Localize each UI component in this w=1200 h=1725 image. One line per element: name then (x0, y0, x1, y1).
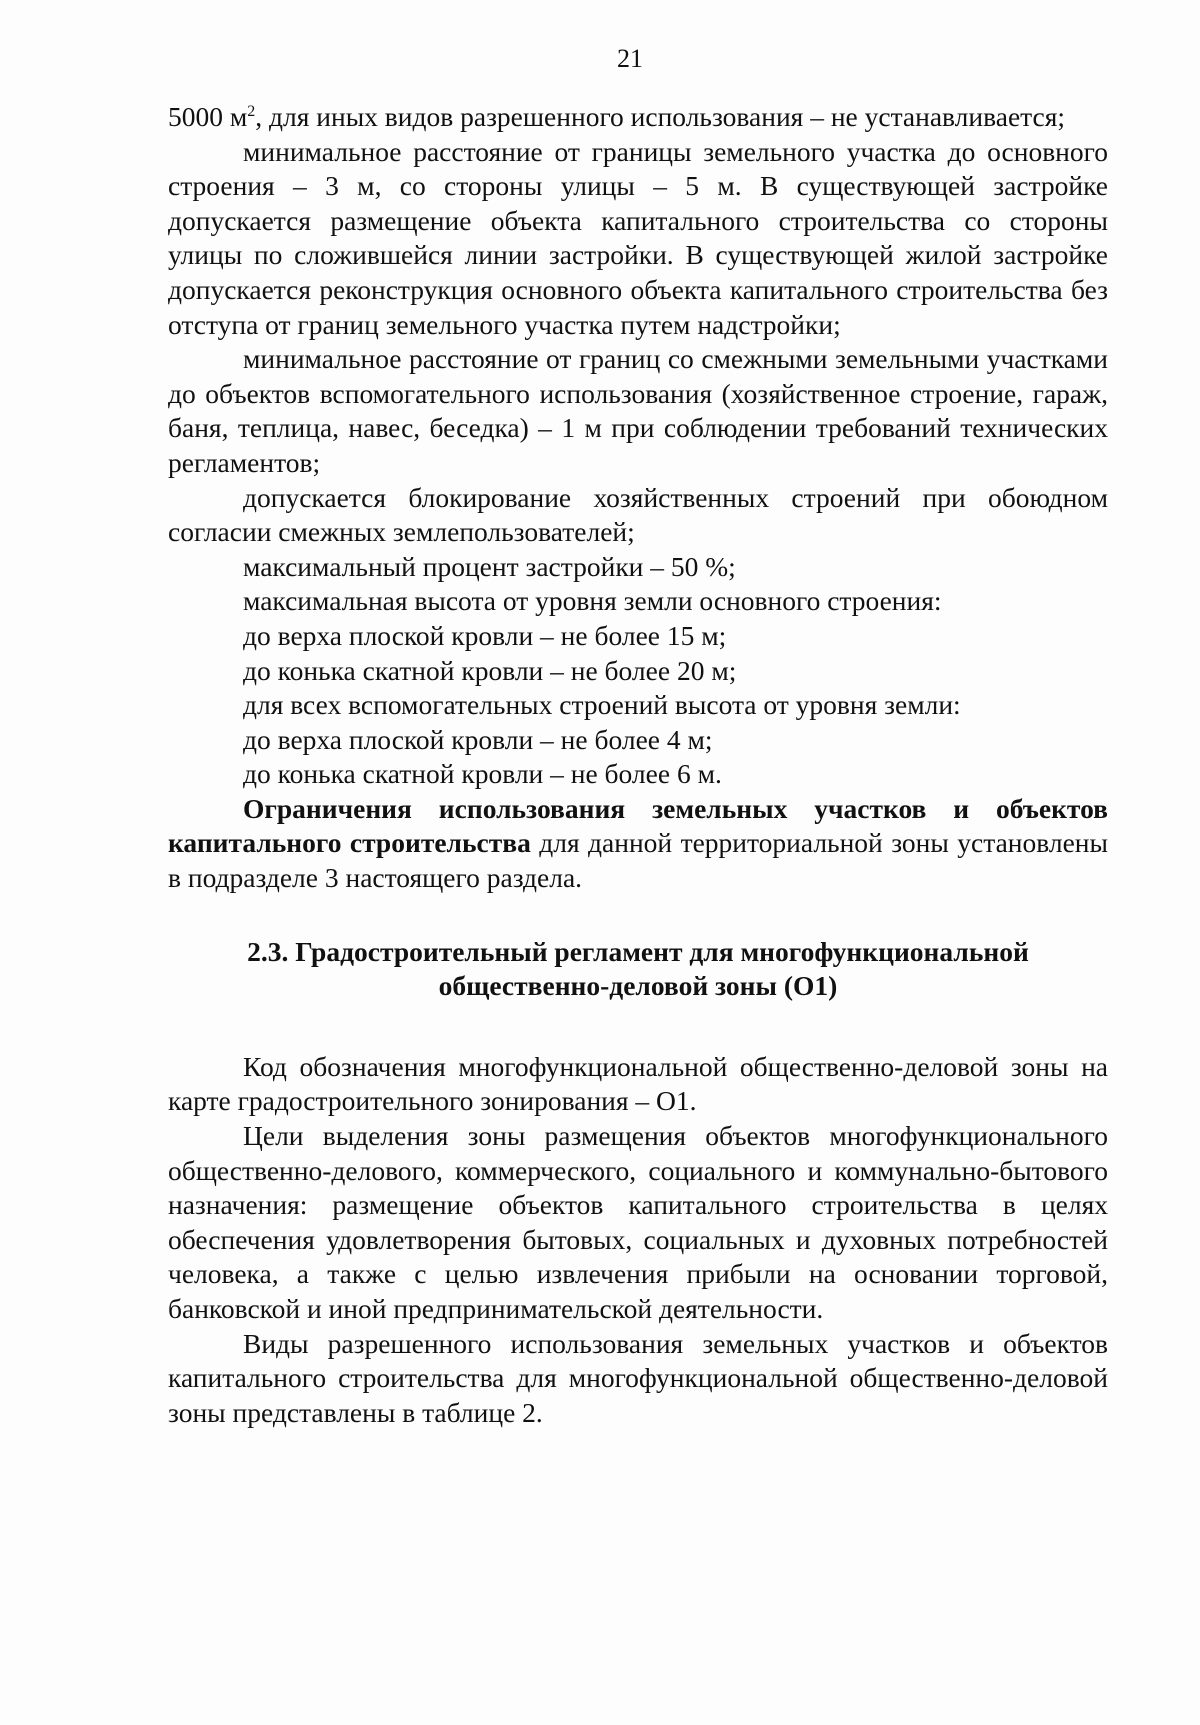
paragraph-min-distance-main: минимальное расстояние от границы земельного участка до основного строения – 3 м, со стороны улицы – 5 м. В существующей застройке допускается размещение объекта капитального строительства со стороны улицы по сложившейся линии застройки. В существующей жилой застройке допускается реконструкция основного объекта капитального строительства без отступа от границ земельного участка путем надстройки; (168, 135, 1108, 340)
paragraph-restrictions (168, 792, 1108, 896)
page-number: 21 (617, 44, 643, 73)
document-body (168, 100, 1108, 1430)
section-heading-line-2: общественно-деловой зоны (О1) (438, 970, 838, 1002)
paragraph-permitted-uses: Виды разрешенного использования земельных участков и объектов капитального строительства для многофункциональной общественно-деловой зоны представлены в таблице 2. (168, 1327, 1108, 1428)
paragraph-max-height-main: максимальная высота от уровня земли основного строения: (243, 585, 942, 617)
restrictions-bold-lead: Ограничения использования земельных участков и объектов капитального строительства (168, 792, 1108, 859)
paragraph-flat-roof-main: до верха плоской кровли – не более 15 м; (243, 619, 727, 651)
area-unit-exponent: 2 (247, 102, 256, 120)
section-heading (168, 935, 1108, 1004)
section-heading-line-1: 2.3. Градостроительный регламент для многофункциональной (247, 935, 1029, 967)
paragraph-zone-goals: Цели выделения зоны размещения объектов многофункционального общественно-делового, коммерческого, социального и коммунально-бытового назначения: размещение объектов капитального строительства в целях обеспечения удовлетворения бытовых, социальных и духовных потребностей человека, а также с целью извлечения прибыли на основании торговой, банковской и иной предпринимательской деятельности. (168, 1120, 1108, 1324)
paragraph-height-auxiliary: для всех вспомогательных строений высота от уровня земли: (243, 689, 961, 721)
paragraph-pitched-roof-main: до конька скатной кровли – не более 20 м; (243, 654, 737, 686)
paragraph-flat-roof-auxiliary: до верха плоской кровли – не более 4 м; (243, 723, 713, 755)
paragraph-max-coverage: максимальный процент застройки – 50 %; (243, 550, 736, 582)
paragraph-pitched-roof-auxiliary: до конька скатной кровли – не более 6 м. (243, 758, 722, 790)
paragraph-blocking: допускается блокирование хозяйственных строений при обоюдном согласии смежных землепользователей; (168, 481, 1108, 548)
restrictions-remainder: для данной территориальной зоны установлены в подразделе 3 настоящего раздела. (168, 827, 1108, 894)
paragraph-zone-code: Код обозначения многофункциональной общественно-деловой зоны на карте градостроительного зонирования – О1. (168, 1050, 1108, 1117)
paragraph-area-limit (168, 100, 1108, 135)
area-remainder: , для иных видов разрешенного использования – не устанавливается; (255, 101, 1066, 132)
paragraph-min-distance-auxiliary: минимальное расстояние от границ со смежными земельными участками до объектов вспомогательного использования (хозяйственное строение, гараж, баня, теплица, навес, беседка) – 1 м при соблюдении требований технических регламентов; (168, 343, 1108, 478)
area-value: 5000 м (168, 101, 248, 132)
